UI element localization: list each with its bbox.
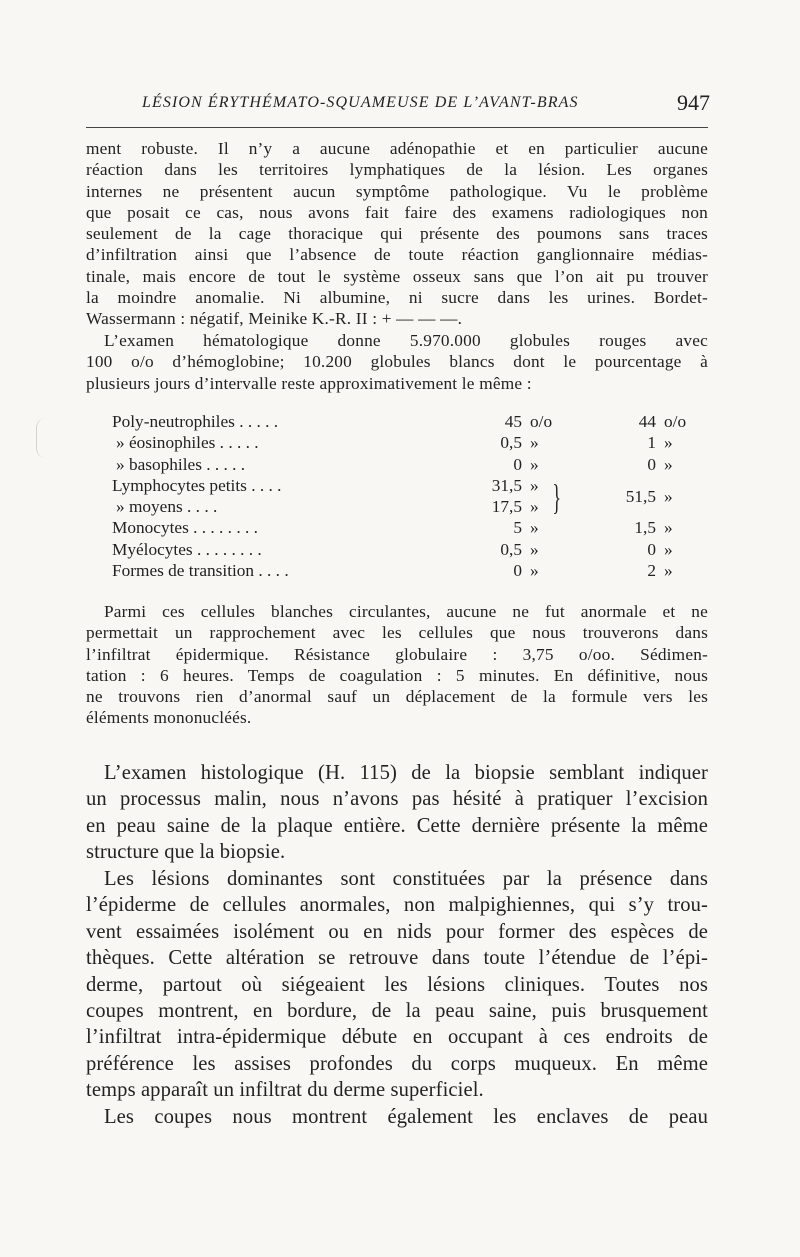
- text-line: plusieurs jours d’intervalle reste approximativement le même :: [86, 373, 532, 393]
- cell-value-1: 0: [513, 561, 522, 581]
- text-line: réaction dans les territoires lymphatiques de la lésion. Les organes: [86, 160, 708, 180]
- text-line: préférence les assises profondes du corps muqueux. En même: [86, 1052, 708, 1075]
- text-line: Les coupes nous montrent également les enclaves de peau: [104, 1106, 708, 1128]
- text-line: ment robuste. Il n’y a aucune adénopathie et en particulier aucune: [86, 139, 708, 158]
- cell-unit-1: o/o: [530, 412, 553, 431]
- text-line: la moindre anomalie. Ni albumine, ni sucre dans les urines. Bordet-: [86, 288, 708, 308]
- cell-label: Monocytes . . . . . . . .: [112, 518, 258, 538]
- blood-count-table: [112, 412, 692, 582]
- text-line: un processus malin, nous n’avons pas hésité à pratiquer l’excision: [86, 788, 708, 811]
- cell-value-1: 5: [513, 518, 522, 538]
- lymphocytes-merged-unit: »: [664, 487, 673, 506]
- cell-label: Myélocytes . . . . . . . .: [112, 539, 262, 559]
- text-line: que posait ce cas, nous avons fait faire des examens radiologiques non: [86, 202, 708, 222]
- paragraph-5: [86, 866, 708, 1104]
- cell-label: » moyens . . . .: [116, 497, 218, 517]
- cell-unit-2: »: [664, 433, 673, 453]
- text-line: éléments mononucléés.: [86, 708, 252, 728]
- cell-value-2: 1,5: [634, 518, 656, 538]
- cell-unit-1: »: [530, 433, 539, 453]
- cell-label: Formes de transition . . . .: [112, 561, 289, 581]
- text-line: vent essaimées isolément ou en nids pour former des espèces de: [86, 920, 708, 943]
- text-line: coupes montrent, en bordure, de la peau saine, puis brusquement: [86, 1000, 708, 1023]
- text-line: tinale, mais encore de tout le système osseux sans que l’on ait pu trouver: [86, 266, 708, 286]
- table-row: [112, 433, 692, 454]
- text-line: l’épiderme de cellules anormales, non malpighiennes, qui s’y trou-: [86, 894, 708, 917]
- table-row: [112, 561, 692, 582]
- text-line: temps apparaît un infiltrat du derme superficiel.: [86, 1079, 484, 1102]
- text-line: permettait un rapprochement avec les cellules que nous trouverons dans: [86, 623, 708, 643]
- cell-unit-1: »: [530, 518, 539, 538]
- cell-value-2: 1: [647, 433, 656, 453]
- table-row: [112, 455, 692, 476]
- text-line: L’examen histologique (H. 115) de la biopsie semblant indiquer: [104, 762, 708, 784]
- cell-value-1: 45: [504, 412, 522, 431]
- table-row: [112, 497, 692, 518]
- margin-mark: [36, 418, 51, 458]
- text-line: Les lésions dominantes sont constituées par la présence dans: [104, 868, 708, 890]
- cell-value-2: 44: [638, 412, 656, 431]
- cell-unit-1: »: [530, 454, 539, 474]
- cell-label: » éosinophiles . . . . .: [116, 433, 259, 453]
- cell-unit-1: »: [530, 539, 539, 559]
- text-line: l’infiltrat intra-épidermique débute en occupant à ces endroits de: [86, 1026, 708, 1049]
- text-line: seulement de la cage thoracique qui présente des poumons sans traces: [86, 224, 708, 244]
- cell-value-2: 0: [647, 454, 656, 474]
- text-line: ne trouvons rien d’anormal sauf un déplacement de la formule vers les: [86, 687, 708, 707]
- table-row: [112, 518, 692, 539]
- paragraph-3: [86, 601, 708, 729]
- text-line: L’examen hématologique donne 5.970.000 globules rouges avec: [104, 331, 708, 350]
- text-line: tation : 6 heures. Temps de coagulation : 5 minutes. En définitive, nous: [86, 665, 708, 685]
- cell-value-1: 31,5: [491, 475, 522, 495]
- cell-value-1: 0: [513, 454, 522, 474]
- cell-label: » basophiles . . . . .: [116, 454, 246, 474]
- text-line: Wassermann : négatif, Meinike K.-R. II : + — — —.: [86, 309, 463, 329]
- text-line: thèques. Cette altération se retrouve dans toute l’étendue de l’épi-: [86, 947, 708, 970]
- cell-value-1: 0,5: [500, 539, 522, 559]
- running-title: LÉSION ÉRYTHÉMATO-SQUAMEUSE DE L’AVANT-BRAS: [142, 94, 579, 111]
- text-line: en peau saine de la plaque entière. Cette dernière présente la même: [86, 814, 708, 837]
- text-line: derme, partout où siégeaient les lésions cliniques. Toutes nos: [86, 973, 708, 996]
- text-line: internes ne présentent aucun symptôme pathologique. Vu le problème: [86, 181, 708, 201]
- page-number: 947: [677, 90, 710, 115]
- cell-value-2: 2: [647, 561, 656, 581]
- paragraph-1: [86, 138, 708, 330]
- cell-value-1: 0,5: [500, 433, 522, 453]
- text-line: Parmi ces cellules blanches circulantes, aucune ne fut anormale et ne: [104, 602, 708, 621]
- cell-value-2: 0: [647, 539, 656, 559]
- cell-unit-2: »: [664, 539, 673, 559]
- text-line: l’infiltrat épidermique. Résistance globulaire : 3,75 o/oo. Sédimen-: [86, 644, 708, 664]
- cell-unit-2: o/o: [664, 412, 687, 431]
- lymphocytes-merged-value: 51,5: [625, 487, 656, 506]
- brace-icon: }: [552, 477, 561, 517]
- cell-value-1: 17,5: [491, 497, 522, 517]
- cell-unit-2: »: [664, 561, 673, 581]
- running-header: [118, 90, 710, 124]
- table-row: [112, 540, 692, 561]
- paragraph-4: [86, 760, 708, 866]
- header-rule: [86, 127, 708, 128]
- text-line: 100 o/o d’hémoglobine; 10.200 globules blancs dont le pourcentage à: [86, 352, 708, 372]
- cell-unit-1: »: [530, 497, 539, 517]
- cell-unit-1: »: [530, 475, 539, 495]
- text-line: structure que la biopsie.: [86, 841, 286, 864]
- table-row: [112, 476, 692, 497]
- cell-unit-1: »: [530, 561, 539, 581]
- text-line: d’infiltration ainsi que l’absence de toute réaction ganglionnaire médias-: [86, 245, 708, 265]
- paragraph-2: [86, 330, 708, 394]
- cell-unit-2: »: [664, 454, 673, 474]
- table-row: [112, 412, 692, 433]
- cell-unit-2: »: [664, 518, 673, 538]
- cell-label: Poly-neutrophiles . . . . .: [112, 412, 279, 431]
- cell-label: Lymphocytes petits . . . .: [112, 475, 282, 495]
- paragraph-6: [86, 1104, 708, 1130]
